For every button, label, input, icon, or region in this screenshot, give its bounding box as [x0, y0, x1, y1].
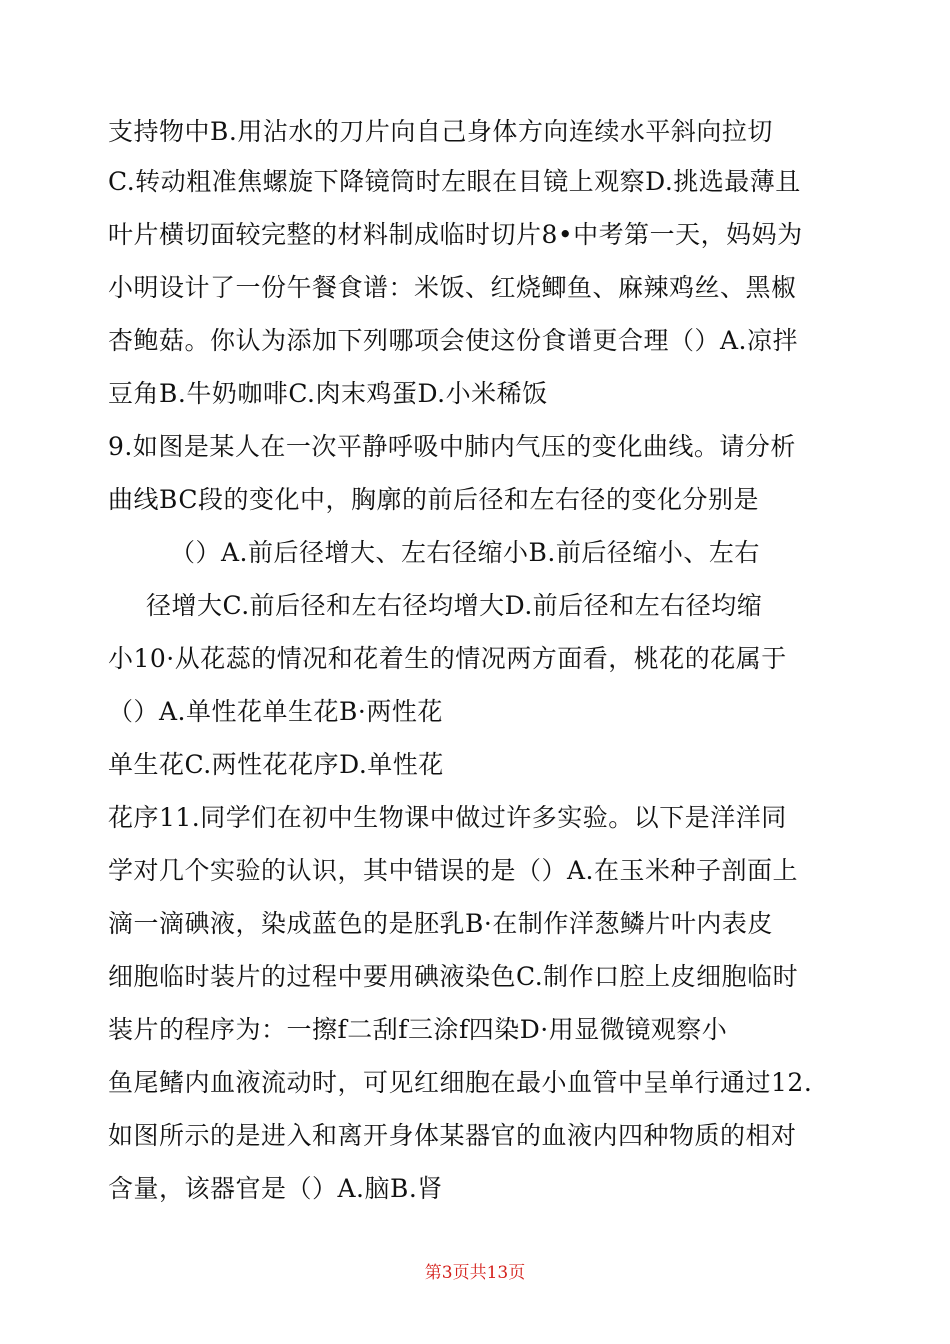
text-line: 小10·从花蕊的情况和花着生的情况两方面看，桃花的花属于 [108, 644, 787, 673]
text-line: 支持物中B.用沾水的刀片向自己身体方向连续水平斜向拉切 [108, 117, 773, 146]
text-line: 曲线BC段的变化中，胸廓的前后径和左右径的变化分别是 [108, 485, 759, 514]
text-line: 9.如图是某人在一次平静呼吸中肺内气压的变化曲线。请分析 [108, 432, 796, 461]
text-line: 细胞临时装片的过程中要用碘液染色C.制作口腔上皮细胞临时 [108, 962, 799, 991]
text-line: 含量，该器官是（）A.脑B.肾 [108, 1174, 443, 1203]
text-line: 花序11.同学们在初中生物课中做过许多实验。以下是洋洋同 [108, 803, 787, 832]
text-line: 如图所示的是进入和离开身体某器官的血液内四种物质的相对 [108, 1121, 797, 1150]
text-line: 豆角B.牛奶咖啡C.肉末鸡蛋D.小米稀饭 [108, 379, 548, 408]
text-line: 叶片横切面较完整的材料制成临时切片8•中考第一天，妈妈为 [108, 220, 803, 249]
text-line: 小明设计了一份午餐食谱：米饭、红烧鲫鱼、麻辣鸡丝、黑椒 [108, 273, 797, 302]
text-line: 鱼尾鳍内血液流动时，可见红细胞在最小血管中呈单行通过12. [108, 1068, 813, 1097]
text-line: 学对几个实验的认识，其中错误的是（）A.在玉米种子剖面上 [108, 856, 799, 885]
text-line: C.转动粗准焦螺旋下降镜筒时左眼在目镜上观察D.挑选最薄且 [108, 167, 801, 196]
page-number-footer: 第3页共13页 [424, 1263, 526, 1283]
text-line: 杏鲍菇。你认为添加下列哪项会使这份食谱更合理（）A.凉拌 [108, 326, 799, 355]
text-line: 滴一滴碘液，染成蓝色的是胚乳B·在制作洋葱鳞片叶内表皮 [108, 909, 773, 938]
text-line: 装片的程序为：一擦f二刮f三涂f四染D·用显微镜观察小 [108, 1015, 728, 1044]
text-line: 单生花C.两性花花序D.单性花 [108, 750, 444, 779]
text-line: （）A.前后径增大、左右径缩小B.前后径缩小、左右 [170, 538, 760, 567]
text-line: 径增大C.前后径和左右径均增大D.前后径和左右径均缩 [146, 591, 763, 620]
text-line: （）A.单性花单生花B·两性花 [108, 697, 443, 726]
